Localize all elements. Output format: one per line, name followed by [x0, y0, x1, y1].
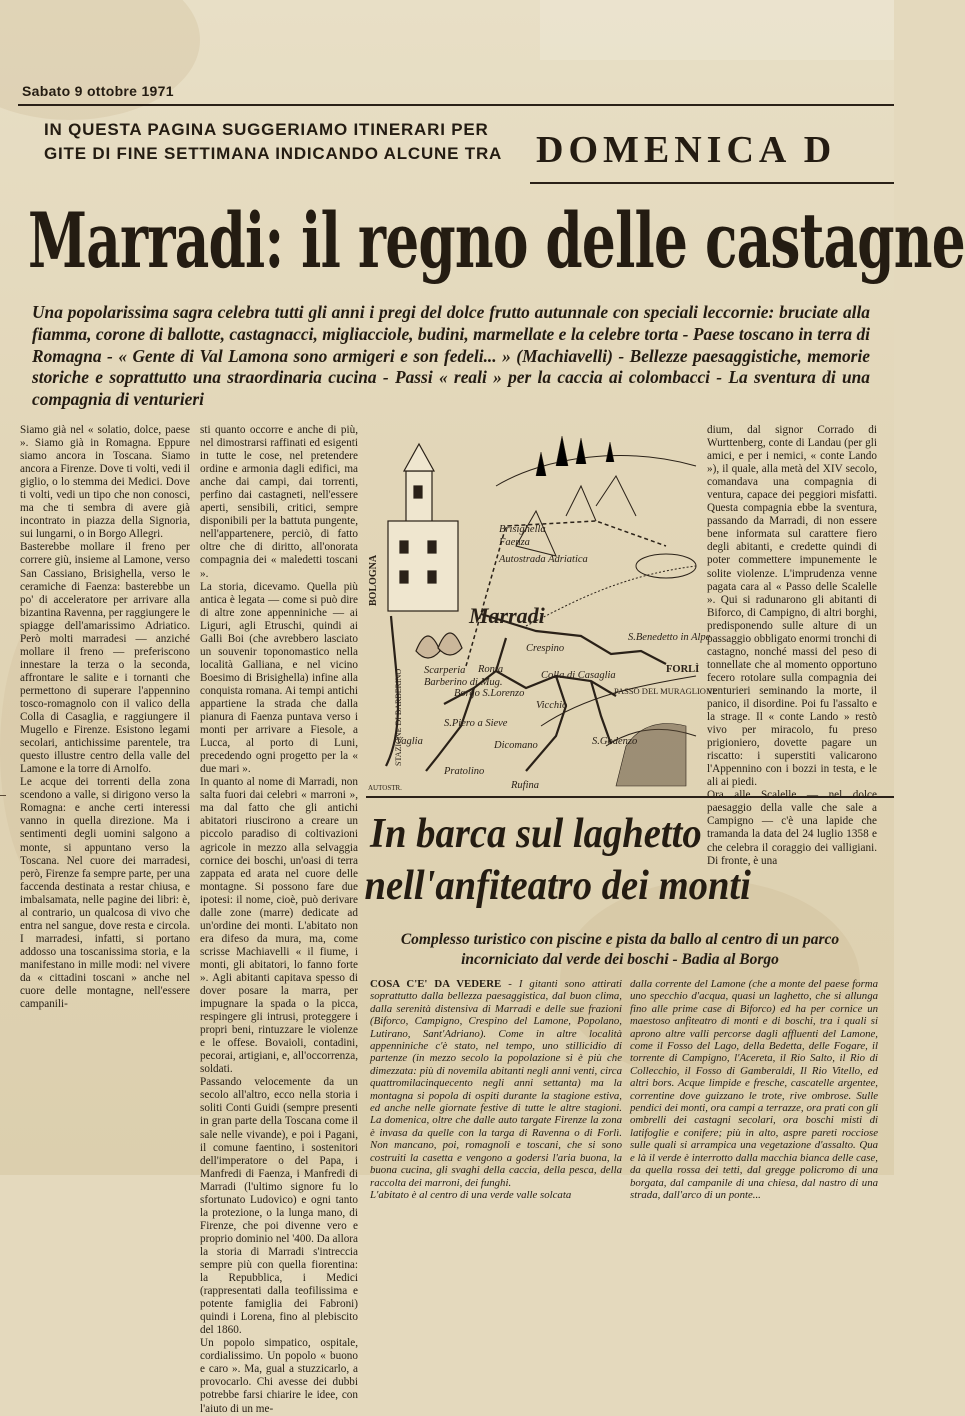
page-kicker [44, 118, 514, 166]
map-label: Rufina [511, 780, 539, 791]
map-label: S.Godenzo [592, 736, 638, 747]
issue-date: Sabato 9 ottobre 1971 [22, 83, 174, 99]
map-label: S.Piero a Sieve [444, 718, 508, 729]
map-label: FORLÌ [666, 664, 700, 675]
map-label: Borgo S.Lorenzo [454, 688, 525, 699]
map-label: STAZIONE DI BARBERINO [394, 668, 403, 766]
kicker-line: GITE DI FINE SETTIMANA INDICANDO ALCUNE TRA [44, 144, 503, 163]
top-rule [18, 104, 894, 106]
headline-line: nell'anfiteatro dei monti [364, 863, 751, 909]
map-label: Ronta [478, 664, 504, 675]
section-title: DOMENICA D [536, 129, 837, 171]
headline-line: In barca sul laghetto [370, 811, 702, 857]
second-article-rule [366, 796, 894, 798]
main-deck: Una popolarissima sagra celebra tutti gli anni i pregi del dolce frutto autunnale con speciali leccornie: bruciate alla fiamma, corone di ballotte, castagnacci, migliacciole, budini, marmellate e la celebre torta - Paese toscano in terra di Romagna - « Gente di Val Lamona sono armigeri e son fedeli... » (Machiavelli) - Bellezze paesaggistiche, memorie storiche e soprattutto una straordinaria cucina - Passi « reali » per la caccia ai colombacci - La sventura di una compagnia di venturieri [32, 302, 870, 410]
secondary-column-2: dalla corrente del Lamone (che a monte del paese forma uno specchio d'acqua, quasi un laghetto, che si allunga fino alle prime case di Biforco) ed ha per cornice un maestoso anfiteatro di monti e di boschi, tra i quali si aprono altre valli percorse dagli affluenti del Lamone, come il Fosso del Lago, della Bedetta, delle Fogare, il torrente di Campigno, l'Acereta, il Rio Salto, il Rio di Collecchio, il Fosso di Gamberaldi, Il Rio Vitello, ed altri bors. Acque limpide e fresche, cascatelle argentee, correntine dove guizzano le trote, rive ombrose. Sulle pendici dei monti, ora campi a terrazze, ora prati con gli ombrelli dei castagni secolari, ora boschi misti di latifoglie e conifere; più in alto, aspre pareti rocciose sulle quali si arrampica una vegetazione d'assalto. Qua e là il verde è interrotto dalla macchia bianca delle case, da quella rossa dei tetti, dal gregge policromo di una borgata, dal campanile di una chiesa, dal nastro di una strada, dall'arco di un ponte... [630, 978, 878, 1201]
secondary-headline [364, 808, 751, 912]
map-label: Scarperia [424, 665, 466, 676]
kicker-line: IN QUESTA PAGINA SUGGERIAMO ITINERARI PER [44, 120, 489, 139]
secondary-column-1 [370, 978, 623, 1201]
map-label: Crespino [526, 643, 565, 654]
left-edge-fold [0, 795, 6, 796]
map-label: Brisighella [499, 524, 546, 535]
secondary-text: - I gitanti sono attirati soprattutto dalla bellezza paesaggistica, dal buon clima, dalla serenità distensiva di Marradi e delle sue frazioni (Biforco, Campigno, Crespino del Lamone, Popolano, Lutirano, Sant'Adriano). Come in altre località appenniniche c'è stato, nel tempo, uno stillicidio di partenze (in mezzo secolo la popolazione si è più che dimezzata: più di novemila abitanti negli anni venti, circa quattromilacinquecento negli anni settanta) ma la montagna si popola di ospiti durante la stagione estiva, ed anche nelle giornate festive di tutte le altre stagioni. La domenica, oltre che dalle auto targate Firenze la zona è invasa da quelle con la targa di Ravenna o di Forlì. Non mancano, poi, romagnoli e toscani, che si sono costruiti la casetta e vengono a godersi l'aria buona, la buona cucina, gli svaghi della caccia, della pesca, della raccolta dei marroni, dei funghi. L'abitato è al centro di una verde valle solcata [370, 978, 623, 1201]
map-label: Autostrada Adriatica [499, 554, 588, 565]
map-label: AUTOSTR. [368, 784, 402, 792]
map-label: PASSO DEL MURAGLIONE [614, 686, 718, 696]
route-map [366, 426, 718, 792]
main-headline: Marradi: il regno delle castagne [28, 196, 965, 285]
map-label: Pratolino [444, 766, 485, 777]
map-label: Faenza [499, 537, 530, 548]
article-column-2: sti quanto occorre e anche di più, nel dimostrarsi raffinati ed esigenti in tutte le cose, nel pretendere ordine e armonia dagli edifici, ma anche dai campi, dai torrenti, perfino dai castagneti, nell'essere aperti, sensibili, critici, sempre disponibili per la battuta pungente, nell'appartenere, perciò, di fatto oltre che di diritto, all'onorata compagnia dei « maledetti toscani ». La storia, dicevamo. Quella più antica è legata — come si può dire di altre zone appenniniche — ai Liguri, agli Etruschi, quindi ai Galli Boi (che avrebbero lasciato un souvenir toponomastico nella località Galliana, e nel vicino Boesimo di Brisighella) infine alla conquista romana. Ai tempi antichi appartiene la strada che dalla pianura di Faenza puntava verso i monti per arrivare a Fiesole, a Lucca, al porto di Luni, precedendo ogni progetto per la « due mari ». In quanto al nome di Marradi, non salta fuori dai celebri « marroni », ma dal fatto che gli antichi abitatori riuscirono a creare un piccolo paradiso di coltivazioni agricole in mezzo alla selvaggia cornice dei boschi, un'oasi di terra zappata ed arata nel cuore delle montagne. Si possono fare due ipotesi: il nome, cioè, può derivare dalle zone (marre) dedicate ad un'ordine dei monti. L'abitato non era difeso da mura, ma, come scrisse Machiavelli « il fiume, i monti, gli abitatori, lo fanno forte ». Agli abitanti capitava spesso di dover posare la marra, per impugnare la spada o la picca, respingere gli intrusi, proteggere i propri beni, rintuzzare le violenze e le offese. Bovaioli, contadini, pecorai, artigiani, e, all'occorrenza, soldati. Passando velocemente da un secolo all'altro, ecco nella storia i soliti Conti Guidi (sempre presenti in gran parte della Toscana come il sale nelle vivande), e poi i Pagani, il comune faentino, i sostenitori dell'imperatore o del Papa, i Manfredi di Faenza, i Manfredi di Marradi (l'ultimo signore fu lo sfortunato Ludovico) e ogni tanto la protezione, o la lunga mano, di Firenze, che poi divenne vero e proprio dominio nel '400. Da allora la storia di Marradi s'intreccia sempre più con quella fiorentina: la Repubblica, i Medici (rappresentati dalla teofilissima e potente famiglia dei Fabroni) quindi i Lorena, fino al plebiscito del 1860. Un popolo simpatico, ospitale, cordialissimo. Un popolo « buono e caro ». Ma, gual a stuzzicarlo, a provocarlo. Chi avesse dei dubbi potrebbe farsi chiarire le idee, con l'aiuto di un me- [200, 424, 358, 1415]
article-column-3: dium, dal signor Corrado di Wurttenberg, conte di Landau (per gli amici, e per i nemici, « conte Lando »), il quale, alla metà del XIV secolo, comandava una compagnia di ventura, capace dei peggiori misfatti. Questa compagnia ebbe la sventura, passando da Marradi, di non essere bene informata sul carattere fiero degli abitanti, e credette quindi di poter commettere impunemente le solite violenze. L'imprudenza venne pagata cara al « Passo delle Scalelle ». Qui si radunarono gli abitanti di Biforco, di Campigno, di altri borghi, predisponendo sulle alture di un passaggio obbligato enormi tronchi di castagno, nonché massi del peso di tonnellate che al momento opportuno fecero rotolare sulla compagnia dei venturieri seminando la morte, il panico, il disordine. Poi fu l'assalto e la strage. Il « conte Lando » restò vivo per miracolo, fu preso prigioniero, dovette pagare un riscatto: i superstiti valicarono l'Appennino con i bozzi in testa, e le ali ai piedi. paesaggio della valle che sale a Campigno — c'è una lapide che tramanda la data del 24 luglio 1358 e che celebra il coraggio dei valligiani. Di fronte, è una [707, 424, 877, 867]
article-column-1: Siamo già nel « solatio, dolce, paese ». Siamo già in Romagna. Eppure siamo ancora in Toscana. Siamo ancora a Firenze. Dove ti volti, vedi il giglio, o lo stemma dei Medici. Dove ti volti, vedi un tipo che non conosci, ma che ti sembra di avere già incontrato in piazza della Signoria, sui lungarni, o in Borgo Allegri. Basterebbe mollare il freno per correre giù, insieme al Lamone, verso San Cassiano, Brisighella, verso le ceramiche di Faenza: basterebbe un po' di acceleratore per arrivare alla bizantina Ravenna, per raggiungere le spiagge dell'amarissimo Adriatico. Però molti marradesi — anziché mollare il freno — preferiscono innestare la terza o la seconda, affrontare le salite e i tornanti che permettono di superare l'appennino tosco-romagnolo con il valico della Colla di Casaglia, e raggiungere il Mugello e Firenze. Esistono legami secolari, antichissime parentele, tra questo illustre centro della valle del Lamone e la torre di Arnolfo. Le acque dei torrenti della zona scendono a valle, si dirigono verso la Romagna: e anche certi interessi vanno in quella direzione. Ma i sentimenti degli uomini salgono a monte, si appuntano verso la Toscana. Nel cuore dei marradesi, però, Firenze fa sempre parte, per una faccenda destinata a restar chiusa, e imbalsamata, nelle pagine dei libri: è, al contrario, un qualcosa di vivo che entra nel sangue, dove resta e circola. I marradesi, infatti, si portano addosso una toscanissima storia, e la manifestano in mille modi: nel vivere da « cittadini toscani » anche nel cuore delle montagne, nell'essere campanili- [20, 424, 190, 1011]
map-label: BOLOGNA [368, 554, 379, 606]
map-label: Dicomano [494, 740, 538, 751]
map-label: S.Benedetto in Alpe [628, 632, 711, 643]
section-lead: COSA C'E' DA VEDERE [370, 978, 502, 990]
map-label: Vaglia [396, 736, 423, 747]
church-tower-illustration [388, 444, 458, 611]
chestnuts-illustration [416, 633, 462, 658]
map-label: Marradi [469, 603, 545, 628]
secondary-deck: Complesso turistico con piscine e pista da ballo al centro di un parco incorniciato dal verde dei boschi - Badia al Borgo [400, 931, 840, 968]
map-label: Barberino di Mug. [424, 677, 503, 688]
map-label: Vicchio [536, 700, 568, 711]
section-rule [530, 182, 894, 184]
map-label: Colla di Casaglia [541, 670, 616, 681]
